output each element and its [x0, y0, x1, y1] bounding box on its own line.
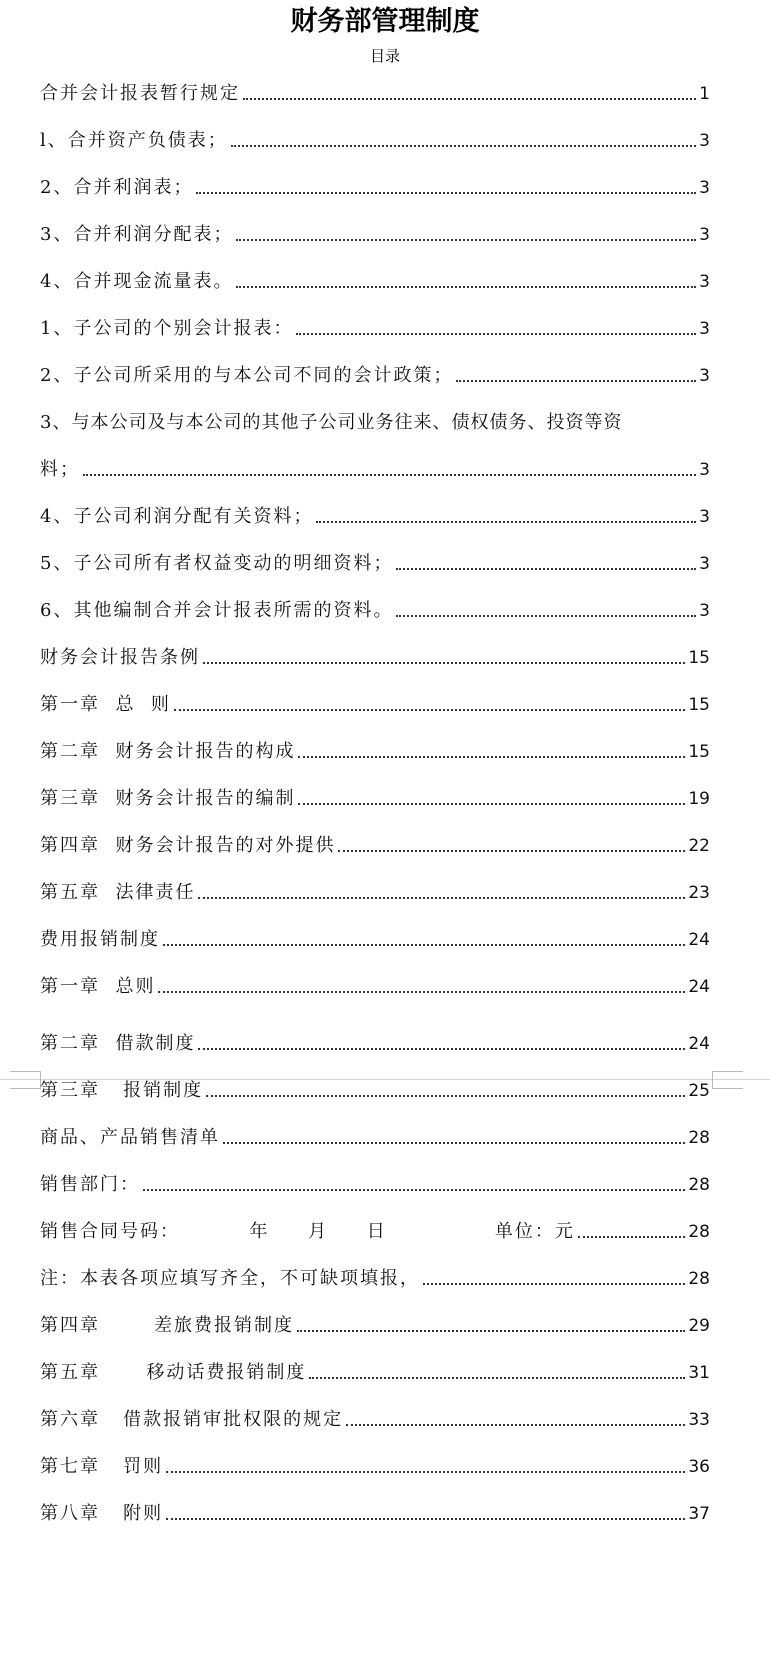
toc-entry[interactable]: [40, 452, 710, 482]
toc-entry-label: 第七章 罚则: [40, 1456, 164, 1477]
dot-leader: [174, 709, 685, 711]
dot-leader: [298, 756, 685, 758]
dot-leader: [166, 1471, 685, 1473]
toc-entry-label: 2、子公司所采用的与本公司不同的会计政策；: [40, 365, 454, 386]
toc-entry[interactable]: [40, 828, 710, 858]
toc-entry-label: 第三章 报销制度: [40, 1080, 204, 1101]
toc-entry-label: 销售合同号码： 年 月 日 单位：元: [40, 1221, 575, 1242]
toc-entry-page: 3: [699, 460, 710, 480]
dot-leader: [297, 1330, 685, 1332]
toc-entry-page: 28: [688, 1175, 710, 1195]
dot-leader: [231, 145, 696, 147]
toc-entry[interactable]: [40, 76, 710, 106]
toc-entry-page: 28: [688, 1222, 710, 1242]
dot-leader: [206, 1095, 685, 1097]
toc-entry-label: 第八章 附则: [40, 1503, 164, 1524]
toc-entry[interactable]: [40, 781, 710, 811]
page-corner-left: [10, 1071, 41, 1089]
dot-leader: [346, 1424, 685, 1426]
toc-entry-page: 28: [688, 1128, 710, 1148]
toc-entry-label: 销售部门：: [40, 1174, 140, 1195]
toc-entry-page: 3: [699, 272, 710, 292]
toc-entry[interactable]: [40, 217, 710, 247]
toc-entry-page: 24: [688, 977, 710, 997]
toc-entry[interactable]: [40, 1120, 710, 1150]
toc-entry-label: 注：本表各项应填写齐全，不可缺项填报，: [40, 1268, 420, 1289]
toc-entry-page: 24: [688, 1034, 710, 1054]
toc-entry-page: 33: [688, 1410, 710, 1430]
toc-entry-page: 23: [688, 883, 710, 903]
toc-entry-page: 15: [688, 695, 710, 715]
dot-leader: [396, 568, 696, 570]
dot-leader: [198, 897, 685, 899]
dot-leader: [456, 380, 696, 382]
toc-entry-page: 31: [688, 1363, 710, 1383]
dot-leader: [196, 192, 696, 194]
dot-leader: [198, 1048, 685, 1050]
toc-entry[interactable]: [40, 1026, 710, 1056]
toc-entry-label: 第一章 总 则: [40, 694, 171, 715]
dot-leader: [166, 1518, 685, 1520]
toc-entry[interactable]: [40, 1073, 710, 1103]
toc-entry-page: 3: [699, 507, 710, 527]
toc-entry[interactable]: [40, 123, 710, 153]
toc-entry-page: 19: [688, 789, 710, 809]
toc-entry-label: 1、子公司的个别会计报表：: [40, 318, 294, 339]
toc-entry[interactable]: [40, 875, 710, 905]
toc-entry[interactable]: [40, 1261, 710, 1291]
toc-entry-page: 22: [688, 836, 710, 856]
toc-entry[interactable]: [40, 546, 710, 576]
toc-heading: 目录: [369, 47, 400, 65]
toc-entry[interactable]: [40, 499, 710, 529]
toc-entry-page: 3: [699, 225, 710, 245]
toc-entry[interactable]: [40, 687, 710, 717]
toc-entry-label: 第六章 借款报销审批权限的规定: [40, 1409, 344, 1430]
toc-entry-label: 第四章 财务会计报告的对外提供: [40, 835, 336, 856]
toc-entry[interactable]: [40, 264, 710, 294]
toc-entry[interactable]: [40, 1496, 710, 1526]
dot-leader: [158, 991, 685, 993]
toc-entry-label: 6、其他编制合并会计报表所需的资料。: [40, 600, 394, 621]
page-corner-right: [712, 1071, 743, 1089]
dot-leader: [316, 521, 696, 523]
toc-entry[interactable]: [40, 1449, 710, 1479]
toc-entry-page: 3: [699, 554, 710, 574]
toc-entry-page: 28: [688, 1269, 710, 1289]
dot-leader: [309, 1377, 685, 1379]
toc-entry-label: 合并会计报表暂行规定: [40, 83, 240, 104]
toc-entry-page: 3: [699, 319, 710, 339]
toc-entry[interactable]: [40, 311, 710, 341]
dot-leader: [223, 1142, 685, 1144]
toc-entry-label: 3、合并利润分配表；: [40, 224, 234, 245]
dot-leader: [396, 615, 696, 617]
dot-leader: [143, 1189, 685, 1191]
toc-entry-label: l、合并资产负债表；: [40, 130, 228, 151]
dot-leader: [243, 98, 696, 100]
dot-leader: [296, 333, 696, 335]
toc-entry[interactable]: [40, 1308, 710, 1338]
toc-entry-label: 商品、产品销售清单: [40, 1127, 220, 1148]
toc-entry[interactable]: [40, 1402, 710, 1432]
dot-leader: [338, 850, 685, 852]
toc-entry-page: 3: [699, 131, 710, 151]
dot-leader: [236, 286, 696, 288]
toc-entry[interactable]: [40, 405, 710, 435]
toc-entry-label: 第五章 法律责任: [40, 882, 196, 903]
dot-leader: [298, 803, 685, 805]
toc-entry-label: 第五章 移动话费报销制度: [40, 1362, 307, 1383]
toc-entry-page: 1: [699, 84, 710, 104]
toc-entry-page: 15: [688, 648, 710, 668]
toc-entry[interactable]: [40, 1167, 710, 1197]
dot-leader: [236, 239, 696, 241]
toc-entry[interactable]: [40, 358, 710, 388]
dot-leader: [203, 662, 685, 664]
toc-entry-page: 3: [699, 178, 710, 198]
toc-entry-page: 15: [688, 742, 710, 762]
toc-entry-label: 2、合并利润表；: [40, 177, 194, 198]
toc-entry-label: 第三章 财务会计报告的编制: [40, 788, 296, 809]
toc-entry-page: 37: [688, 1504, 710, 1524]
toc-entry[interactable]: [40, 593, 710, 623]
dot-leader: [163, 944, 685, 946]
toc-entry[interactable]: [40, 1214, 710, 1244]
toc-entry-label: 财务会计报告条例: [40, 647, 200, 668]
toc-entry[interactable]: [40, 969, 710, 999]
toc-entry[interactable]: [40, 640, 710, 670]
toc-entry-label: 费用报销制度: [40, 929, 160, 950]
toc-entry-label: 3、与本公司及与本公司的其他子公司业务往来、债权债务、投资等资: [40, 412, 623, 433]
toc-entry-page: 25: [688, 1081, 710, 1101]
toc-entry-label: 料；: [40, 459, 80, 480]
toc-entry-label: 第四章 差旅费报销制度: [40, 1315, 295, 1336]
dot-leader: [423, 1283, 685, 1285]
toc-entry-label: 4、子公司利润分配有关资料；: [40, 506, 314, 527]
toc-entry-page: 3: [699, 601, 710, 621]
document-title: 财务部管理制度: [290, 6, 480, 37]
toc-entry-label: 第一章 总则: [40, 976, 156, 997]
dot-leader: [578, 1236, 686, 1238]
toc-entry-page: 36: [688, 1457, 710, 1477]
toc-entry[interactable]: [40, 1355, 710, 1385]
toc-entry-page: 3: [699, 366, 710, 386]
toc-entry-label: 4、合并现金流量表。: [40, 271, 234, 292]
toc-entry[interactable]: [40, 922, 710, 952]
toc-entry-label: 5、子公司所有者权益变动的明细资料；: [40, 553, 394, 574]
toc-entry-label: 第二章 借款制度: [40, 1033, 196, 1054]
dot-leader: [83, 474, 696, 476]
toc-entry-page: 29: [688, 1316, 710, 1336]
toc-entry[interactable]: [40, 734, 710, 764]
toc-entry-label: 第二章 财务会计报告的构成: [40, 741, 296, 762]
toc-entry[interactable]: [40, 170, 710, 200]
toc-entry-page: 24: [688, 930, 710, 950]
